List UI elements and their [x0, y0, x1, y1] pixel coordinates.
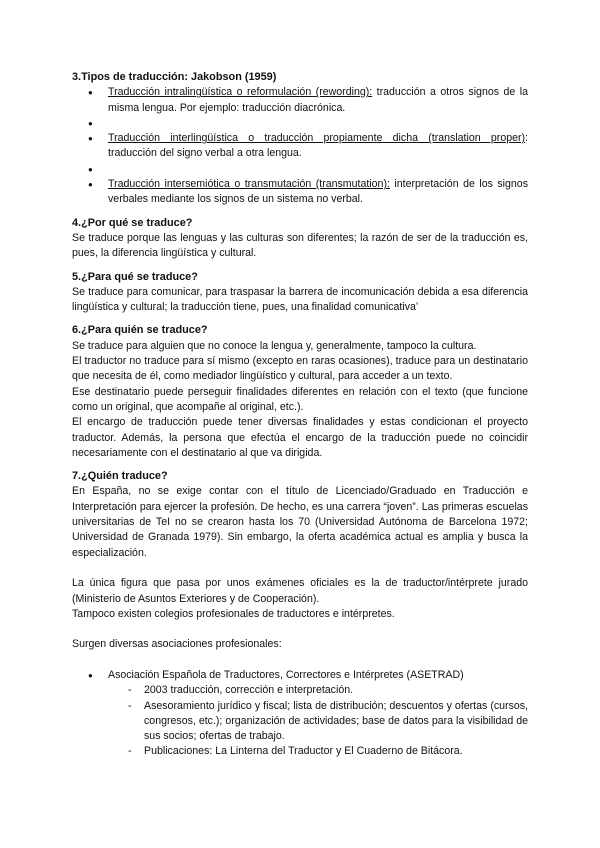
- list-item: [72, 85, 528, 116]
- section-5-title: 5.¿Para qué se traduce?: [72, 270, 198, 283]
- section-7-paragraph: En España, no se exige contar con el título de Licenciado/Graduado en Traducción e Interpretación para ejercer la profesión. De hecho, es una carrera “joven”. Las primeras escuelas universitarias de TeI no se crearon hasta los 70 (Universidad Autónoma de Barcelona 1972; Universidad de Granada 1979). Sin embargo, la oferta académica actual es amplia y busca la especialización.: [72, 485, 528, 559]
- association-name: Asociación Española de Traductores, Correctores e Intérpretes (ASETRAD): [108, 668, 464, 681]
- list-item: - 2003 traducción, corrección e interpretación.: [72, 683, 528, 698]
- translation-types-list: [72, 85, 528, 207]
- spacer: [72, 208, 528, 216]
- term: Traducción intralingüística o reformulación (rewording):: [108, 86, 373, 99]
- spacer: [72, 116, 528, 131]
- associations-list: [72, 668, 528, 683]
- spacer: [72, 622, 528, 637]
- list-item: [72, 131, 528, 162]
- section-4-title: 4.¿Por qué se traduce?: [72, 216, 193, 229]
- section-5-text: Se traduce para comunicar, para traspasar la barrera de incomunicación debida a esa diferencia lingüística y cultural; la traducción tiene, pues, una finalidad comunicativa’: [72, 285, 528, 314]
- association-details: [72, 683, 528, 759]
- definition: interpretación de los signos verbales mediante los signos de un sistema no verbal.: [108, 178, 528, 206]
- section-6-paragraph: Se traduce para alguien que no conoce la lengua y, generalmente, tampoco la cultura.: [72, 339, 477, 352]
- spacer: [72, 262, 528, 270]
- list-item: - Asesoramiento jurídico y fiscal; lista de distribución; descuentos y ofertas (cursos, congresos, etc.); organización de actividades; base de datos para la visibilidad de sus socios; ofertas de trabajo.: [72, 699, 528, 745]
- list-item: [72, 668, 528, 683]
- term: Traducción intersemiótica o transmutación (transmutation):: [108, 178, 390, 191]
- definition: : traducción del signo verbal a otra lengua.: [108, 132, 528, 160]
- section-7-paragraph: Surgen diversas asociaciones profesionales:: [72, 638, 282, 651]
- spacer: [72, 653, 528, 668]
- spacer: [72, 561, 528, 576]
- spacer: [72, 315, 528, 323]
- section-6-title: 6.¿Para quién se traduce?: [72, 324, 208, 337]
- section-4-text: Se traduce porque las lenguas y las culturas son diferentes; la razón de ser de la traducción es, pues, la diferencia lingüística y cultural.: [72, 231, 528, 260]
- spacer: [72, 461, 528, 469]
- section-6-paragraph: El encargo de traducción puede tener diversas finalidades y estas condicionan el proyecto traductor. Además, la persona que efectúa el encargo de la traducción puede no coincidir necesariamente con el destinatario al que va dirigida.: [72, 416, 528, 459]
- definition: traducción a otros signos de la misma lengua. Por ejemplo: traducción diacrónica.: [108, 86, 528, 114]
- list-item: - Publicaciones: La Linterna del Traductor y El Cuaderno de Bitácora.: [72, 744, 528, 759]
- section-6-paragraph: Ese destinatario puede perseguir finalidades diferentes en relación con el texto (que funcione como un original, que acompañe al original, etc.).: [72, 385, 528, 413]
- section-6-paragraph: El traductor no traduce para sí mismo (excepto en raras ocasiones), traduce para un destinatario que necesita de él, como mediador lingüístico y cultural, para acceder a un texto.: [72, 355, 528, 383]
- list-item: [72, 177, 528, 208]
- section-7-paragraph: La única figura que pasa por unos exámenes oficiales es la de traductor/intérprete jurado (Ministerio de Asuntos Exteriores y de Cooperación).: [72, 577, 528, 605]
- section-3-title: 3.Tipos de traducción: Jakobson (1959): [72, 71, 277, 83]
- document-page: [72, 70, 528, 760]
- term: Traducción interlingüística o traducción propiamente dicha (translation proper): [108, 132, 526, 145]
- section-7-title: 7.¿Quién traduce?: [72, 470, 168, 483]
- section-7-paragraph: Tampoco existen colegios profesionales de traductores e intérpretes.: [72, 607, 395, 620]
- spacer: [72, 162, 528, 177]
